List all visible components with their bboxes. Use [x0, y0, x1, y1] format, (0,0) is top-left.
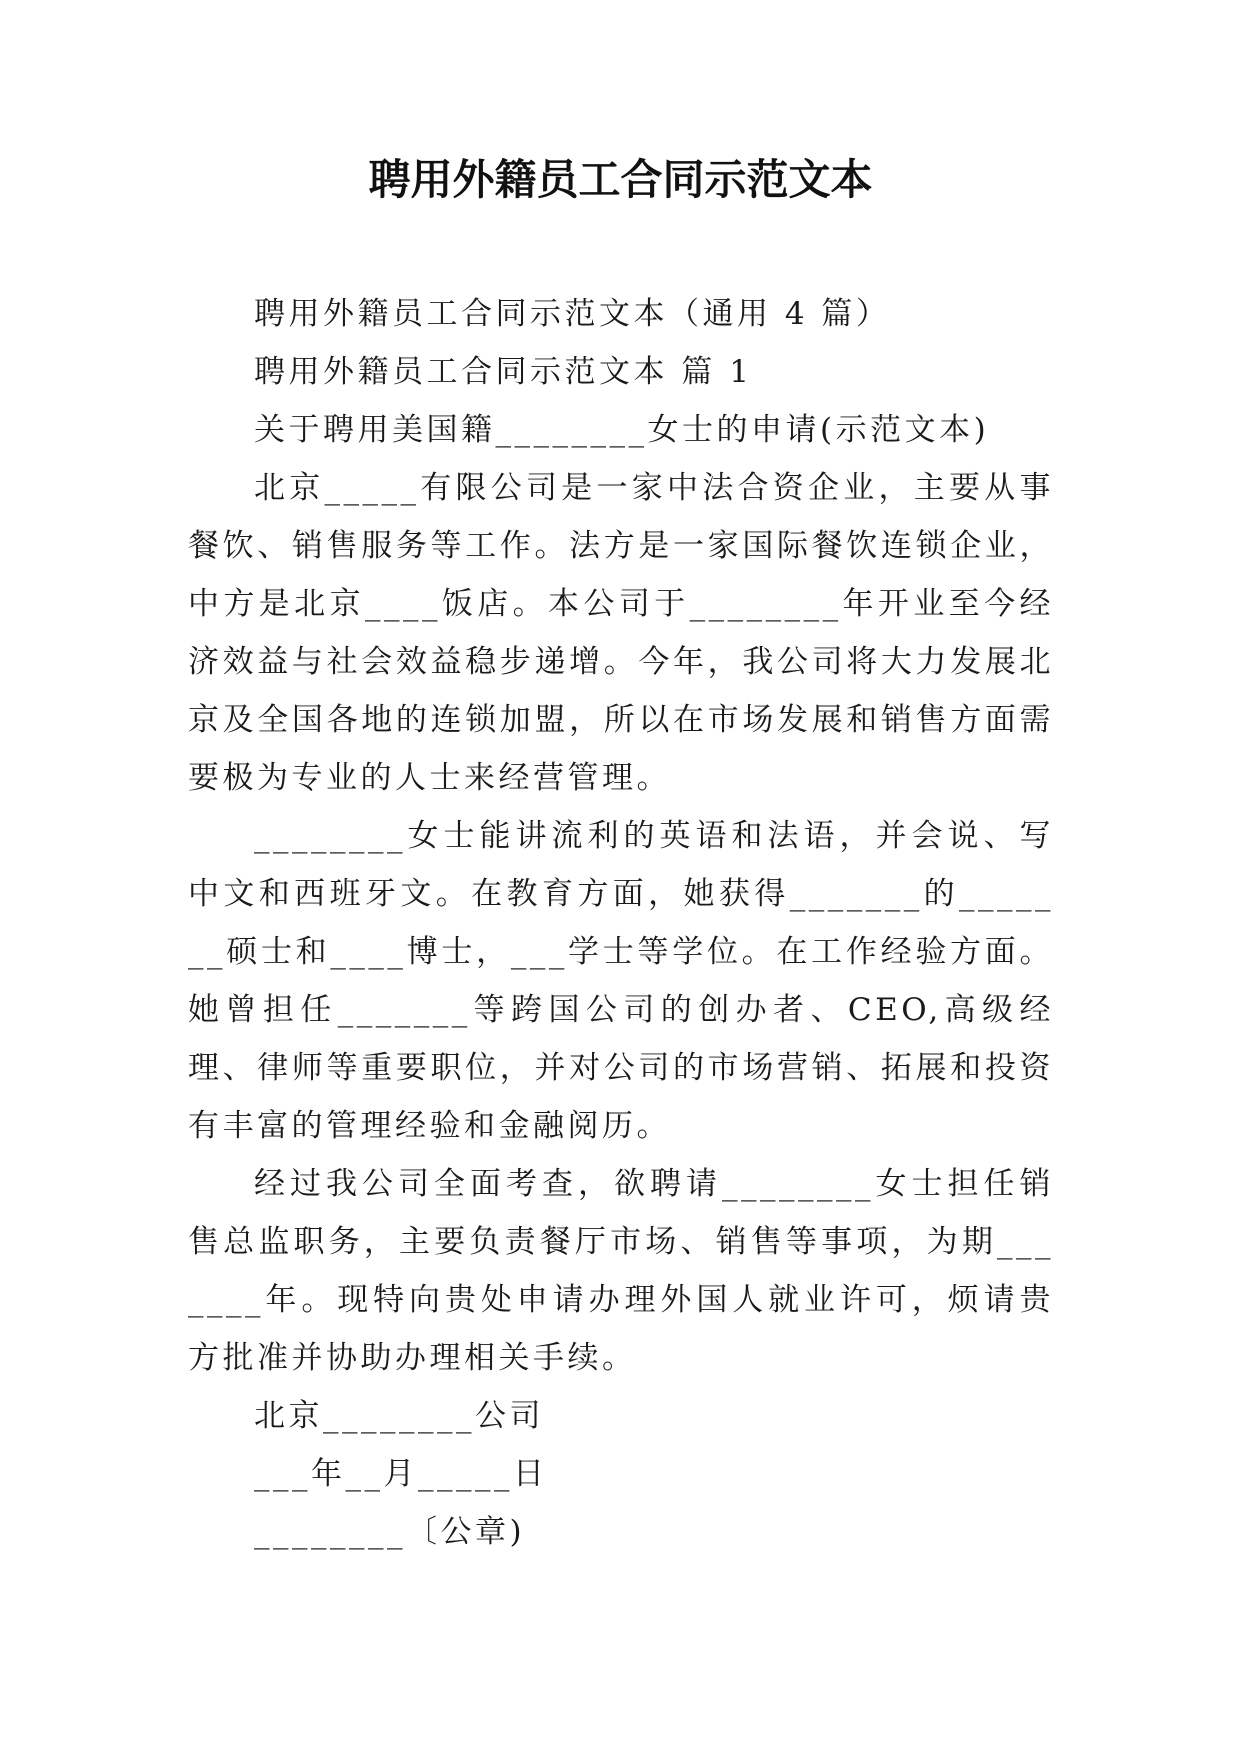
signature-seal: ________〔公章) [254, 1514, 526, 1550]
signature-date: ___年__月_____日 [254, 1456, 548, 1492]
document-body [188, 285, 1054, 1561]
paragraph-candidate-background: ________女士能讲流利的英语和法语，并会说、写中文和西班牙文。在教育方面，她获得_______的_______硕士和____博士，___学士等学位。在工作经验方面。她曾担任_______等跨国公司的创办者、CEO,高级经理、律师等重要职位，并对公司的市场营销、拓展和投资有丰富的管理经验和金融阅历。 [188, 818, 1054, 1144]
document-title: 聘用外籍员工合同示范文本 [368, 155, 873, 204]
signature-company: 北京________公司 [254, 1398, 544, 1434]
paragraph-company-intro: 北京_____有限公司是一家中法合资企业，主要从事餐饮、销售服务等工作。法方是一家国际餐饮连锁企业，中方是北京____饭店。本公司于________年开业至今经济效益与社会效益稳步递增。今年，我公司将大力发展北京及全国各地的连锁加盟，所以在市场发展和销售方面需要极为专业的人士来经营管理。 [188, 470, 1054, 796]
subtitle-collection: 聘用外籍员工合同示范文本（通用 4 篇） [254, 296, 891, 332]
paragraph-application-request: 经过我公司全面考查，欲聘请________女士担任销售总监职务，主要负责餐厅市场、销售等事项，为期_______年。现特向贵处申请办理外国人就业许可，烦请贵方批准并协助办理相关手续。 [188, 1166, 1054, 1376]
application-heading: 关于聘用美国籍________女士的申请(示范文本) [254, 412, 990, 448]
section-heading: 聘用外籍员工合同示范文本 篇 1 [254, 354, 753, 390]
